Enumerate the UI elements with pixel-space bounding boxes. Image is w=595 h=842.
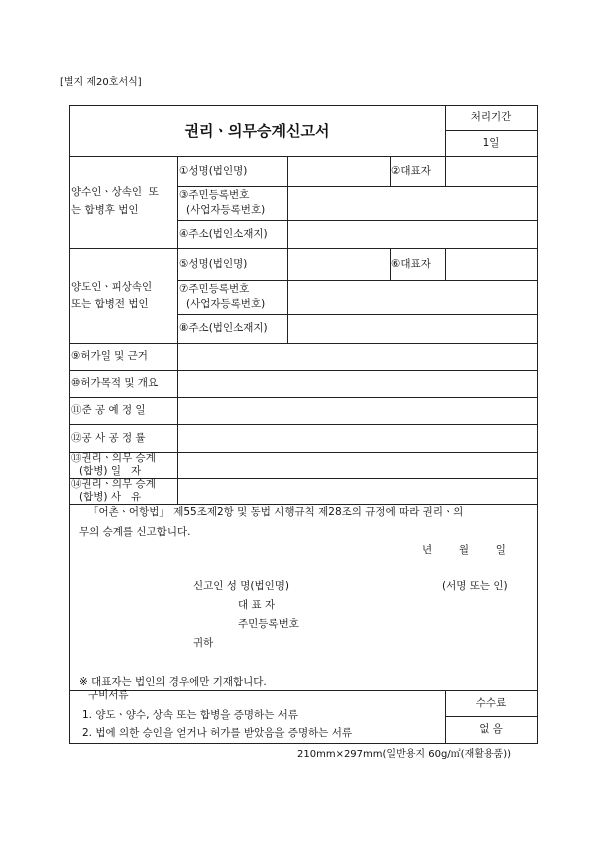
predecessor-address-field[interactable] <box>288 315 536 342</box>
permit-purpose-field[interactable] <box>178 371 536 396</box>
addressee-label: 귀하 <box>193 637 214 649</box>
signature-label: (서명 또는 인) <box>442 580 508 592</box>
succession-date-label: ⑬권리ㆍ의무 승계 <box>71 452 156 464</box>
paper-size-footer: 210mm×297mm(일반용지 60g/㎡(재활용품)) <box>297 749 512 760</box>
declaration-date: 년 월 일 <box>422 544 506 556</box>
permit-purpose-label: ⑩허가목적 및 개요 <box>71 377 159 389</box>
predecessor-bizno-label: (사업자등록번호) <box>186 298 266 310</box>
successor-section-label: 양수인ㆍ상속인 또 <box>71 186 159 198</box>
fee-label: 수수료 <box>475 697 507 709</box>
succession-date-field[interactable] <box>178 453 536 477</box>
successor-id-label: ③주민등록번호 <box>179 189 250 201</box>
succession-date-label-2: (합병) 일 자 <box>79 465 142 477</box>
predecessor-name-field[interactable] <box>288 249 389 279</box>
successor-address-field[interactable] <box>288 221 536 247</box>
declaration-text: 「어촌ㆍ어항법」 제55조제2항 및 동법 시행규칙 제28조의 규정에 따라 권리ㆍ의 <box>88 506 464 518</box>
successor-rep-field[interactable] <box>446 157 536 185</box>
predecessor-rep-label: ⑥대표자 <box>391 258 431 270</box>
predecessor-id-field[interactable] <box>288 281 536 313</box>
successor-id-field[interactable] <box>288 187 536 219</box>
succession-reason-label-2: (합병) 사 유 <box>79 491 142 503</box>
completion-date-field[interactable] <box>178 398 536 423</box>
successor-address-label: ④주소(법인소재지) <box>179 228 268 240</box>
processing-period-value: 1일 <box>482 137 500 149</box>
form-title: 권리ㆍ의무승계신고서 <box>184 122 330 140</box>
form-number-label: [별지 제20호서식] <box>60 77 142 88</box>
succession-reason-label: ⑭권리ㆍ의무 승계 <box>71 478 156 490</box>
reporter-rep-label: 대 표 자 <box>238 599 276 611</box>
predecessor-id-label: ⑦주민등록번호 <box>179 283 250 295</box>
successor-name-label: ①성명(법인명) <box>179 165 248 177</box>
predecessor-name-label: ⑤성명(법인명) <box>179 258 248 270</box>
successor-rep-label: ②대표자 <box>391 165 431 177</box>
predecessor-section-label-2: 또는 합병전 법인 <box>71 298 149 310</box>
required-documents-header: 구비서류 <box>88 689 129 701</box>
required-document-item-2: 2. 법에 의한 승인을 얻거나 허가를 받았음을 증명하는 서류 <box>82 727 353 739</box>
predecessor-rep-field[interactable] <box>446 249 536 279</box>
required-document-item: 1. 양도ㆍ양수, 상속 또는 합병을 증명하는 서류 <box>82 709 298 721</box>
reporter-name-label: 신고인 성 명(법인명) <box>193 580 290 592</box>
predecessor-section-label: 양도인ㆍ피상속인 <box>71 281 153 293</box>
successor-name-field[interactable] <box>288 157 389 185</box>
representative-note: ※ 대표자는 법인의 경우에만 기재합니다. <box>79 676 267 688</box>
permit-date-label: ⑨허가일 및 근거 <box>71 350 148 362</box>
declaration-text-2: 무의 승계를 신고합니다. <box>79 526 191 538</box>
successor-bizno-label: (사업자등록번호) <box>186 204 266 216</box>
fee-value: 없 음 <box>479 723 503 735</box>
construction-progress-field[interactable] <box>178 425 536 451</box>
reporter-resident-no-label: 주민등록번호 <box>238 618 299 630</box>
permit-date-field[interactable] <box>178 344 536 369</box>
successor-section-label-2: 는 합병후 법인 <box>71 204 139 216</box>
succession-reason-field[interactable] <box>178 479 536 503</box>
predecessor-address-label: ⑧주소(법인소재지) <box>179 322 268 334</box>
processing-period-label: 처리기간 <box>470 111 512 123</box>
completion-date-label: ⑪준 공 예 정 일 <box>71 404 146 416</box>
construction-progress-label: ⑫공 사 공 정 률 <box>71 432 146 444</box>
